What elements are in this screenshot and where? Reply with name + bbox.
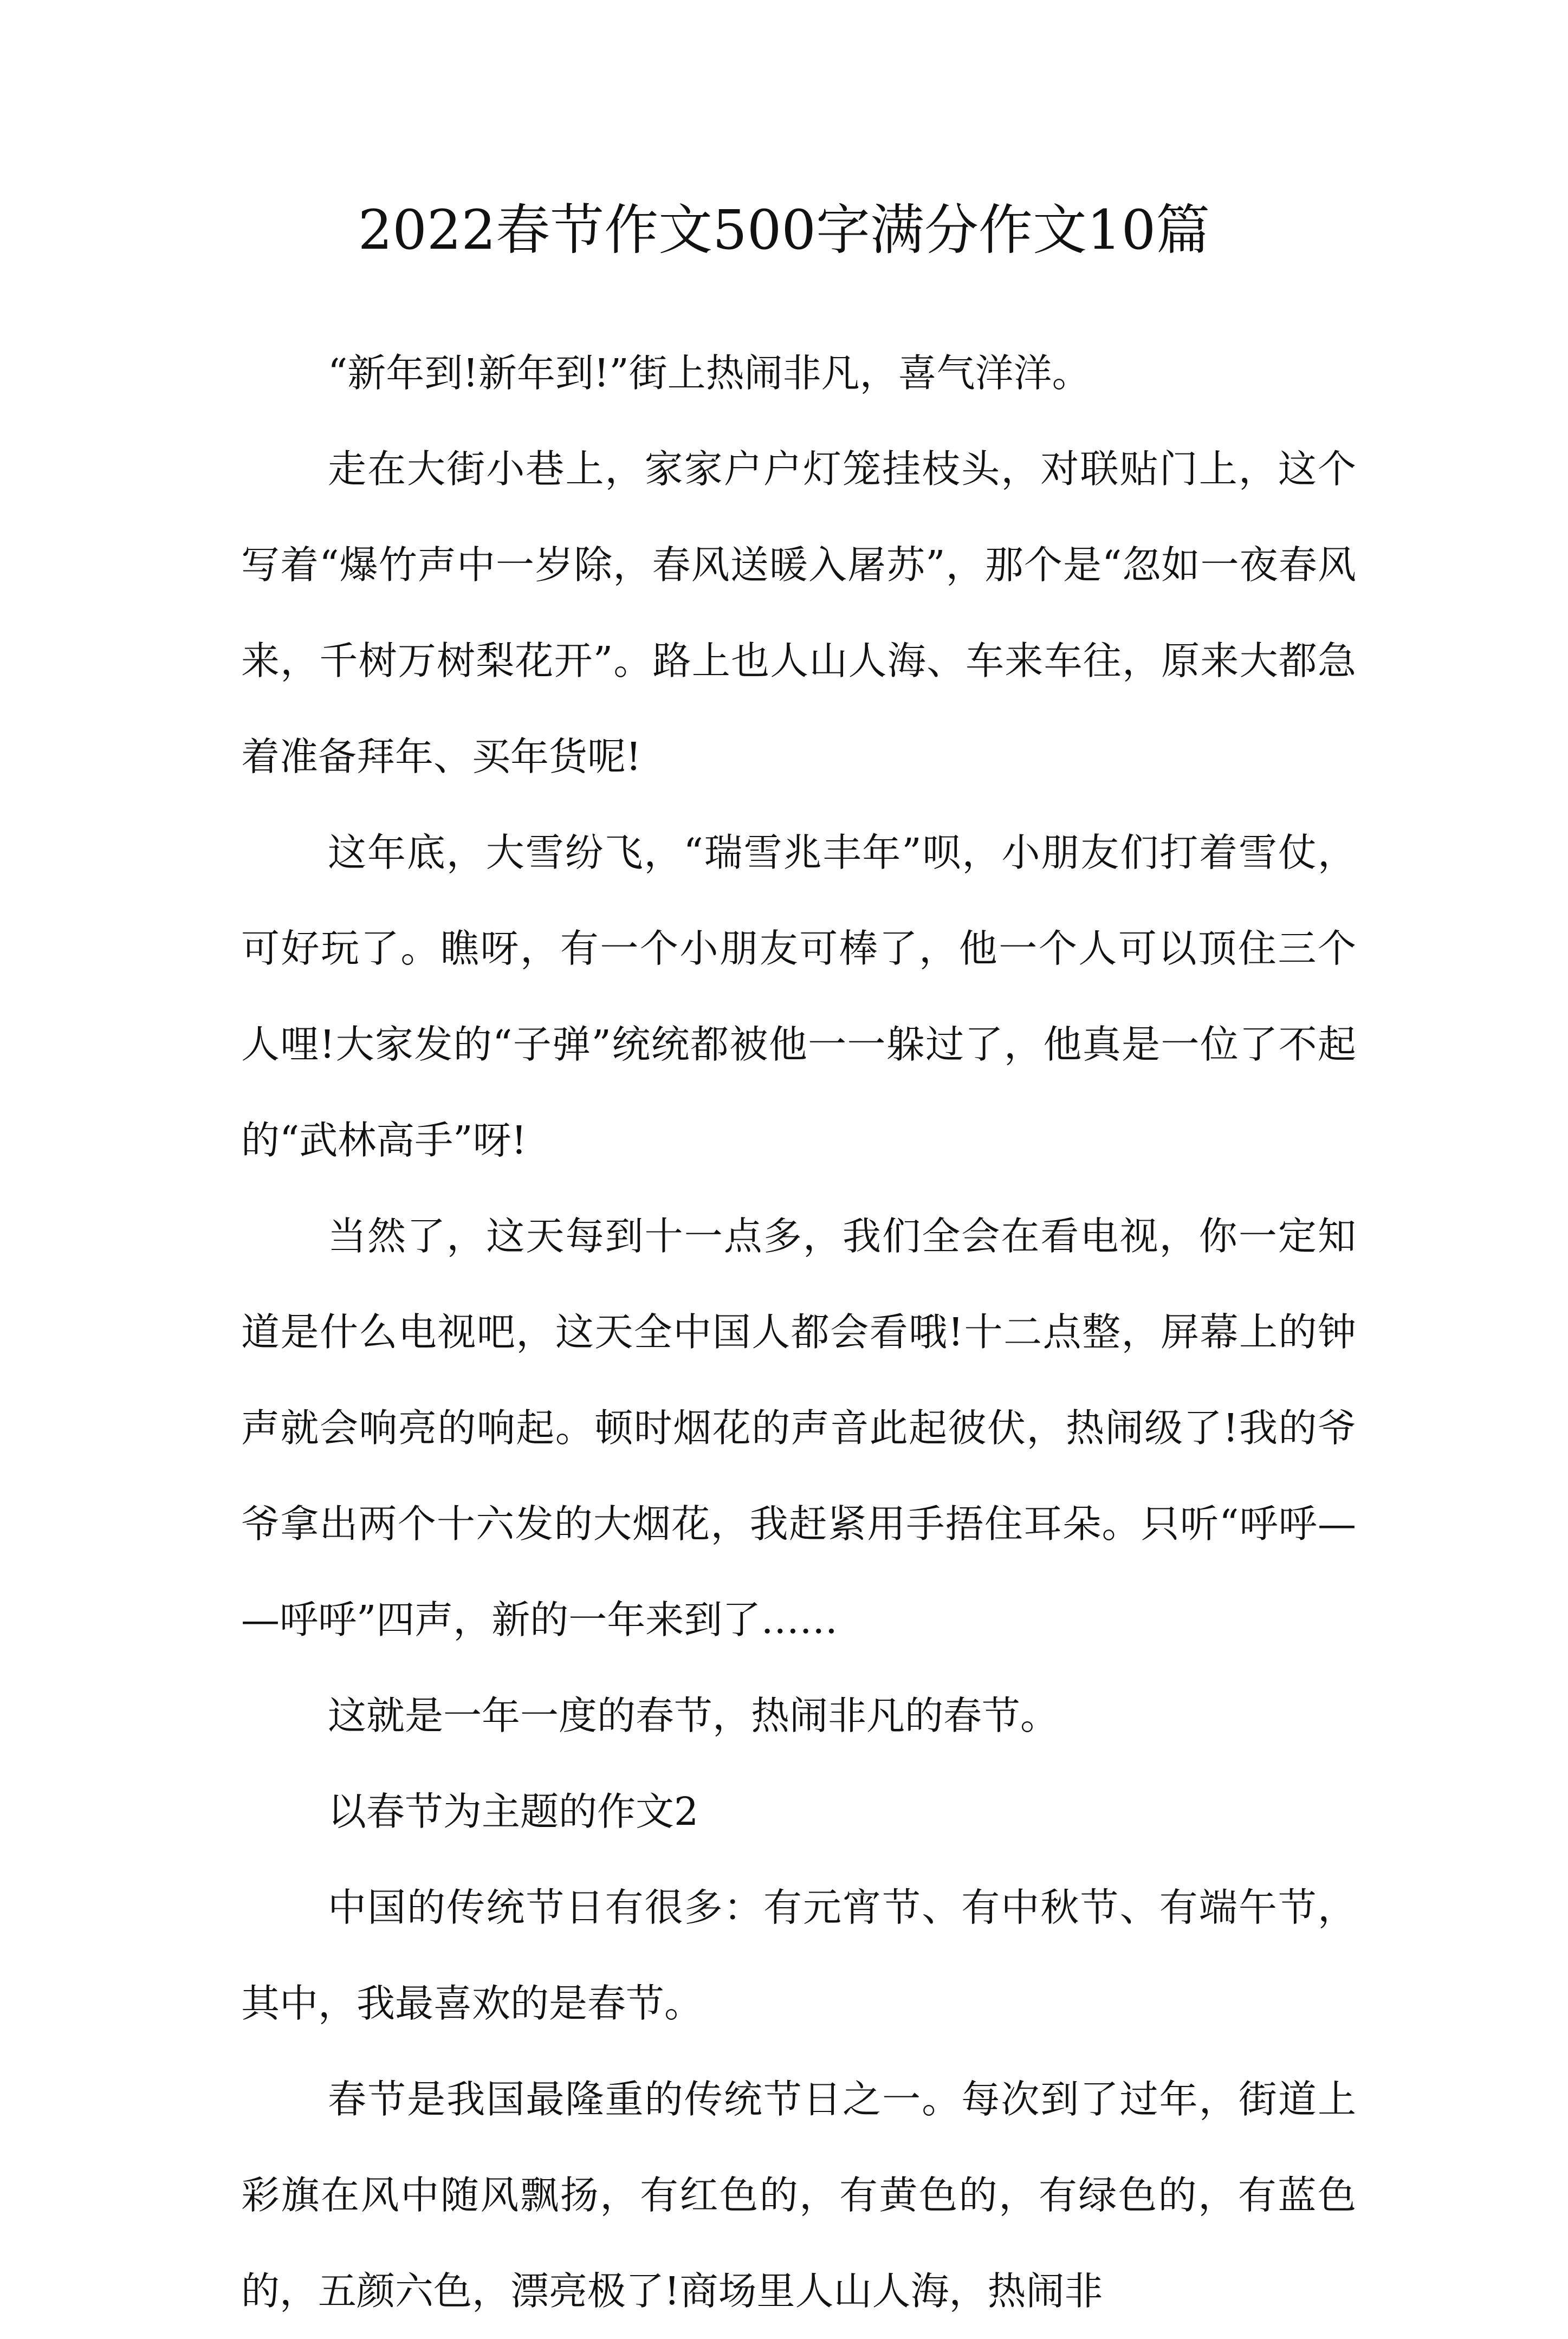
paragraph: “新年到!新年到!”街上热闹非凡，喜气洋洋。 (328, 351, 1091, 396)
paragraph: 当然了，这天每到十一点多，我们全会在看电视，你一定知道是什么电视吧，这天全中国人都会看哦!十二点整，屏幕上的钟声就会响亮的响起。顿时烟花的声音此起彼伏，热闹级了!我的爷爷拿出两个十六发的大烟花，我赶紧用手捂住耳朵。只听“呼呼——呼呼”四声，新的一年来到了…… (241, 1214, 1356, 1642)
paragraph: 春节是我国最隆重的传统节日之一。每次到了过年，街道上彩旗在风中随风飘扬，有红色的，有黄色的，有绿色的，有蓝色的，五颜六色，漂亮极了!商场里人山人海，热闹非 (241, 2077, 1356, 2314)
paragraph: 这年底，大雪纷飞，“瑞雪兆丰年”呗，小朋友们打着雪仗，可好玩了。瞧呀，有一个小朋友可棒了，他一个人可以顶住三个人哩!大家发的“子弹”统统都被他一一躲过了，他真是一位了不起的“武林高手”呀! (241, 830, 1356, 1163)
document-body (241, 325, 1356, 2339)
paragraph: 中国的传统节日有很多：有元宵节、有中秋节、有端午节，其中，我最喜欢的是春节。 (241, 1885, 1356, 2026)
paragraph: 这就是一年一度的春节，热闹非凡的春节。 (328, 1693, 1059, 1738)
section-heading: 以春节为主题的作文2 (328, 1789, 699, 1834)
paragraph: 走在大街小巷上，家家户户灯笼挂枝头，对联贴门上，这个写着“爆竹声中一岁除，春风送暖入屠苏”，那个是“忽如一夜春风来，千树万树梨花开”。路上也人山人海、车来车往，原来大都急着准备拜年、买年货呢! (241, 446, 1356, 779)
document-title: 2022春节作文500字满分作文10篇 (358, 198, 1210, 262)
